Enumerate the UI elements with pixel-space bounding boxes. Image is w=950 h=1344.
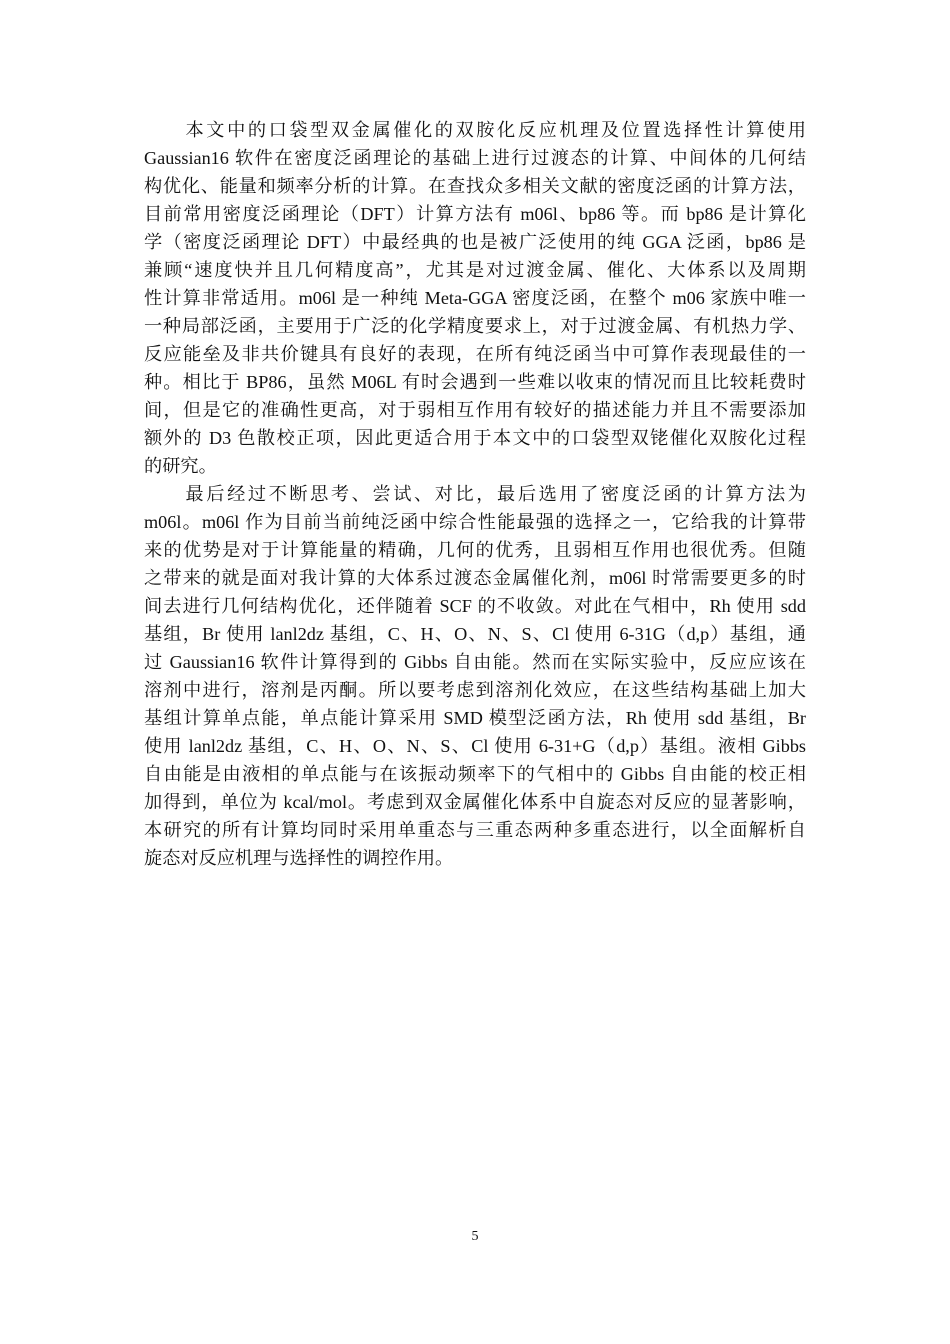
- text-line: 基组计算单点能，单点能计算采用 SMD 模型泛函方法，Rh 使用 sdd 基组，Br: [144, 708, 806, 728]
- text-line: 目前常用密度泛函理论（DFT）计算方法有 m06l、bp86 等。而 bp86 是计算化: [144, 204, 806, 224]
- text-line: 间，但是它的准确性更高，对于弱相互作用有较好的描述能力并且不需要添加: [144, 400, 806, 420]
- text-line: m06l。m06l 作为目前当前纯泛函中综合性能最强的选择之一，它给我的计算带: [144, 512, 806, 532]
- text-line: Gaussian16 软件在密度泛函理论的基础上进行过渡态的计算、中间体的几何结: [144, 148, 806, 168]
- text-line: 本研究的所有计算均同时采用单重态与三重态两种多重态进行，以全面解析自: [144, 820, 806, 840]
- text-line: 间去进行几何结构优化，还伴随着 SCF 的不收敛。对此在气相中，Rh 使用 sdd: [144, 596, 806, 616]
- body-text: [144, 116, 806, 872]
- paragraph-1: [144, 116, 806, 480]
- text-line: 使用 lanl2dz 基组，C、H、O、N、S、Cl 使用 6-31+G（d,p）基组。液相 Gibbs: [144, 736, 806, 756]
- text-line: 基组，Br 使用 lanl2dz 基组，C、H、O、N、S、Cl 使用 6-31G（d,p）基组，通: [144, 624, 806, 644]
- text-line: 过 Gaussian16 软件计算得到的 Gibbs 自由能。然而在实际实验中，反应应该在: [144, 652, 806, 672]
- text-line: 最后经过不断思考、尝试、对比，最后选用了密度泛函的计算方法为: [144, 484, 806, 504]
- text-line: 自由能是由液相的单点能与在该振动频率下的气相中的 Gibbs 自由能的校正相: [144, 764, 806, 784]
- text-line: 种。相比于 BP86，虽然 M06L 有时会遇到一些难以收束的情况而且比较耗费时: [144, 372, 806, 392]
- text-line: 额外的 D3 色散校正项，因此更适合用于本文中的口袋型双铑催化双胺化过程: [144, 428, 806, 448]
- text-line: 加得到，单位为 kcal/mol。考虑到双金属催化体系中自旋态对反应的显著影响，: [144, 792, 806, 812]
- text-line: 之带来的就是面对我计算的大体系过渡态金属催化剂，m06l 时常需要更多的时: [144, 568, 806, 588]
- text-line: 反应能垒及非共价键具有良好的表现，在所有纯泛函当中可算作表现最佳的一: [144, 344, 806, 364]
- text-line: 性计算非常适用。m06l 是一种纯 Meta-GGA 密度泛函，在整个 m06 家族中唯一: [144, 288, 806, 308]
- page-number: 5: [471, 1229, 479, 1244]
- paragraph-2: [144, 480, 806, 872]
- text-line: 的研究。: [144, 456, 217, 476]
- text-line: 兼顾“速度快并且几何精度高”，尤其是对过渡金属、催化、大体系以及周期: [144, 260, 806, 280]
- text-line: 旋态对反应机理与选择性的调控作用。: [144, 848, 454, 868]
- text-line: 溶剂中进行，溶剂是丙酮。所以要考虑到溶剂化效应，在这些结构基础上加大: [144, 680, 806, 700]
- text-line: 来的优势是对于计算能量的精确，几何的优秀，且弱相互作用也很优秀。但随: [144, 540, 806, 560]
- text-line: 构优化、能量和频率分析的计算。在查找众多相关文献的密度泛函的计算方法，: [144, 176, 806, 196]
- text-line: 学（密度泛函理论 DFT）中最经典的也是被广泛使用的纯 GGA 泛函，bp86 是: [144, 232, 806, 252]
- text-line: 一种局部泛函，主要用于广泛的化学精度要求上，对于过渡金属、有机热力学、: [144, 316, 806, 336]
- text-line: 本文中的口袋型双金属催化的双胺化反应机理及位置选择性计算使用: [144, 120, 806, 140]
